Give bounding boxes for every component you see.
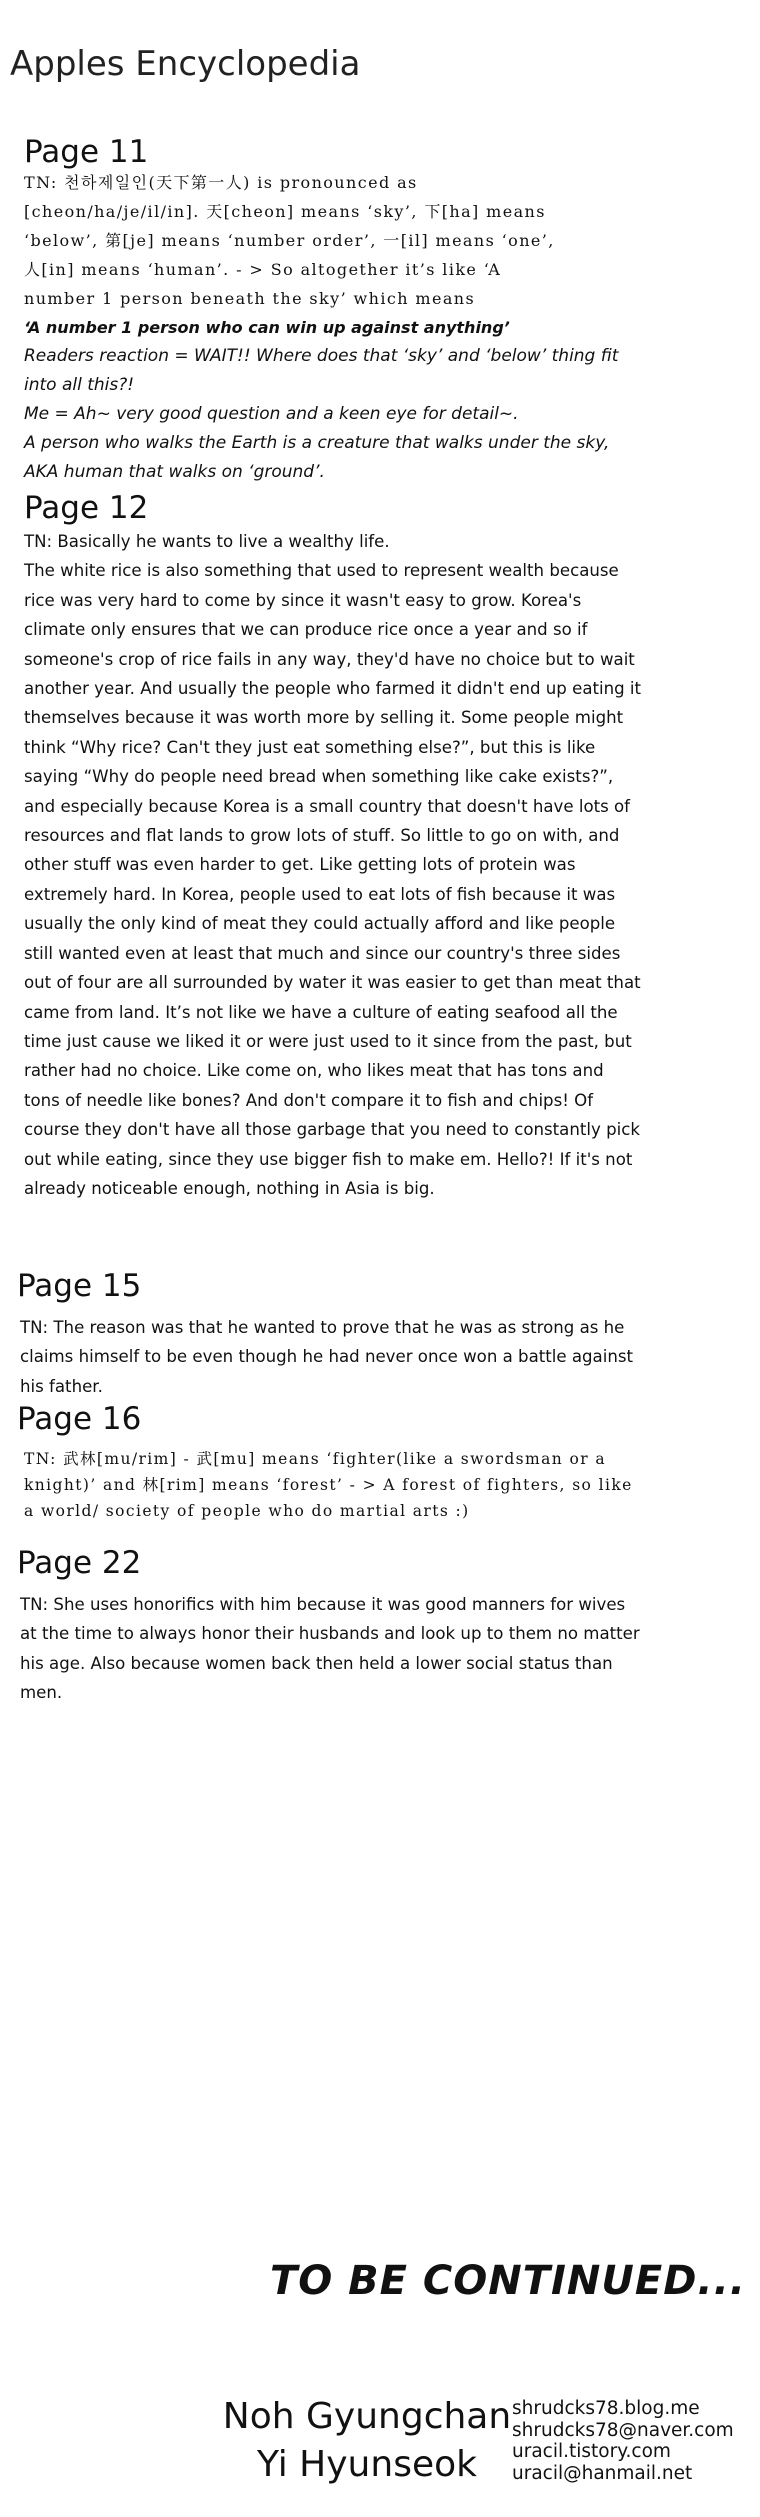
page-11-line-1: TN: 천하제일인(天下第一人) is pronounced as bbox=[24, 173, 418, 192]
contact-email-2[interactable]: uracil@hanmail.net bbox=[512, 2462, 693, 2484]
page-title: Apples Encyclopedia bbox=[10, 44, 361, 84]
section-body-page-15: TN: The reason was that he wanted to prove that he was as strong as he claims himself to be even though he had never once won a battle against his father. bbox=[20, 1318, 634, 1396]
section-heading-page-22: Page 22 bbox=[17, 1545, 142, 1581]
section-body-page-16: TN: 武林[mu/rim] - 武[mu] means ‘fighter(like a swordsman or a knight)’ and 林[rim] means ‘forest’ - > A forest of fighters, so like a world/ society of people who do martial arts :) bbox=[24, 1450, 633, 1520]
author-name-1: Noh Gyungchan bbox=[222, 2396, 512, 2437]
page-11-line-2: [cheon/ha/je/il/in]. 天[cheon] means ‘sky’, 下[ha] means bbox=[24, 202, 546, 221]
contact-email-1[interactable]: shrudcks78@naver.com bbox=[512, 2419, 734, 2441]
page-11-line-5 bbox=[24, 284, 644, 313]
section-heading-page-15: Page 15 bbox=[17, 1268, 142, 1304]
author-names bbox=[222, 2393, 512, 2489]
section-heading-page-12: Page 12 bbox=[24, 490, 149, 526]
page-11-highlight: ‘A number 1 person who can win up against anything’ bbox=[24, 318, 510, 337]
contact-blog-1[interactable]: shrudcks78.blog.me bbox=[512, 2398, 700, 2419]
author-contacts bbox=[512, 2398, 734, 2484]
page-11-reader-reaction: Readers reaction = WAIT!! Where does that ‘sky’ and ‘below’ thing fit into all this?! bbox=[24, 346, 619, 395]
page-11-line-3: ‘below’, 第[je] means ‘number order’, 一[il] means ‘one’, bbox=[24, 231, 555, 250]
section-heading-page-16: Page 16 bbox=[17, 1401, 142, 1437]
author-name-2: Yi Hyunseok bbox=[257, 2444, 477, 2485]
page-11-explanation: A person who walks the Earth is a creature that walks under the sky, AKA human that walks on ‘ground’. bbox=[24, 433, 610, 482]
section-body-page-22: TN: She uses honorifics with him because it was good manners for wives at the time to always honor their husbands and look up to them no matter his age. Also because women back then held a lower social status than men. bbox=[20, 1595, 640, 1703]
section-body-page-12: TN: Basically he wants to live a wealthy life. The white rice is also something that used to represent wealth because rice was very hard to come by since it wasn't easy to grow. Korea's climate only ensures that we can produce rice once a year and so if someone's crop of rice fails in any way, they'd have no choice but to wait another year. And usually the people who farmed it didn't end up eating it themselves because it was worth more by selling it. Some people might think “Why rice? Can't they just eat something else?”, but this is like saying “Why do people need bread when something like cake exists?”, and especially because Korea is a small country that doesn't have lots of resources and flat lands to grow lots of stuff. So little to go on with, and other stuff was even harder to get. Like getting lots of protein was extremely hard. In Korea, people used to eat lots of fish because it was usually the only kind of meat they could actually afford and like people still wanted even at least that much and since our country's three sides out of four are all surrounded by water it was easier to get than meat that came from land. It’s not like we have a culture of eating seafood all the time just cause we liked it or were just used to it since from the past, but rather had no choice. Like come on, who likes meat that has tons and tons of needle like bones? And don't compare it to fish and chips! Of course they don't have all those garbage that you need to constantly pick out while eating, since they use bigger fish to make em. Hello?! If it's not already noticeable enough, nothing in Asia is big. bbox=[24, 532, 642, 1198]
page-11-line-5-text: number 1 person beneath the sky’ which means bbox=[24, 289, 476, 308]
to-be-continued-banner: TO BE CONTINUED... bbox=[269, 2258, 746, 2304]
contact-blog-2[interactable]: uracil.tistory.com bbox=[512, 2441, 671, 2462]
page-11-me-reply: Me = Ah~ very good question and a keen eye for detail~. bbox=[24, 404, 519, 424]
section-heading-page-11: Page 11 bbox=[24, 134, 149, 170]
section-body-page-11 bbox=[24, 168, 644, 487]
page-11-line-4: 人[in] means ‘human’. - > So altogether it’s like ‘A bbox=[24, 260, 502, 279]
